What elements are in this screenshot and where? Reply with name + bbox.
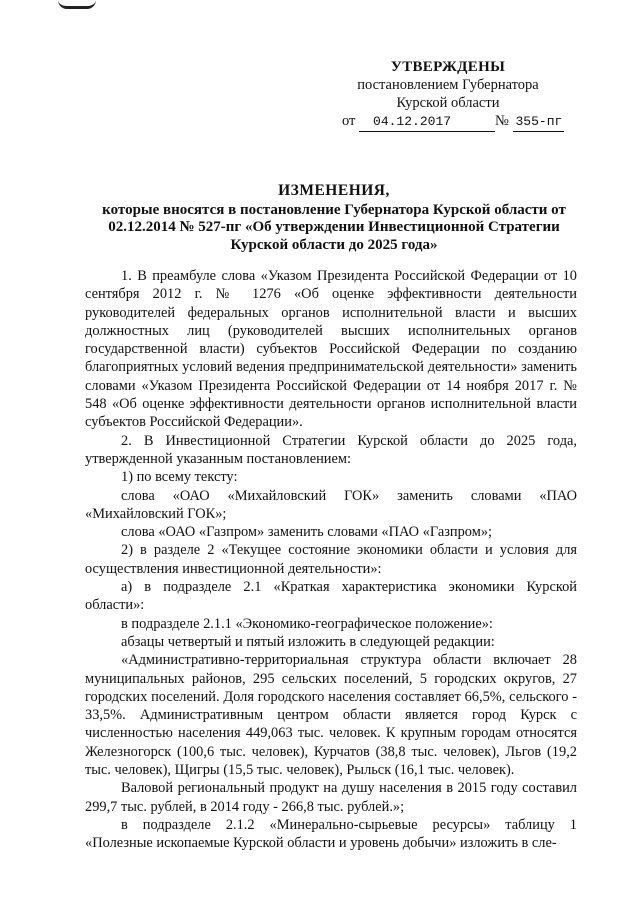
paragraph-10: «Административно-территориальная структура области включает 28 муниципальных районов, 295 сельских поселений, 5 городских округов, 27 городских поселений. Доля городского населения составляет 66,5%, сельского - 33,5%. Административным центром области является город Курск с численностью населения 449,063 тыс. человек. К крупным городам относятся Железногорск (100,6 тыс. человек), Курчатов (38,8 тыс. человек), Льгов (19,2 тыс. человек), Щигры (15,5 тыс. человек), Рыльск (16,1 тыс. человек). [85,652,577,779]
paragraph-2: 2. В Инвестиционной Стратегии Курской области до 2025 года, утвержденной указанным постановлением: [85,432,577,467]
paragraph-7: а) в подразделе 2.1 «Краткая характеристика экономики Курской области»: [85,579,577,614]
paragraph-11: Валовой региональный продукт на душу населения в 2015 году составил 299,7 тыс. рублей, в 2014 году - 266,8 тыс. рублей.»; [85,780,577,815]
approval-date-number-line [328,112,568,132]
paragraph-9: абзацы четвертый и пятый изложить в следующей редакции: [121,633,495,650]
title-line-3: Курской области до 2025 года» [230,236,438,253]
number-prefix: № [495,113,509,129]
approval-line-2: Курской области [396,95,500,111]
paragraph-8: в подразделе 2.1.1 «Экономико-географическое положение»: [121,615,493,632]
document-title [84,182,584,254]
paragraph-6: 2) в разделе 2 «Текущее состояние экономики области и условия для осуществления инвестиционной деятельности»: [85,542,577,577]
approval-line-1: постановлением Губернатора [357,77,539,93]
approval-number: 355-пг [513,113,564,132]
paragraph-12: в подразделе 2.1.2 «Минерально-сырьевые ресурсы» таблицу 1 «Полезные ископаемые Курской области и уровень добычи» изложить в сле- [85,816,577,852]
title-line-2: 02.12.2014 № 527-пг «Об утверждении Инвестиционной Стратегии [108,219,560,235]
title-main: ИЗМЕНЕНИЯ, [278,182,390,199]
paragraph-3: 1) по всему тексту: [121,469,238,486]
paragraph-5: слова «ОАО «Газпром» заменить словами «ПАО «Газпром»; [121,524,493,541]
paragraph-1: 1. В преамбуле слова «Указом Президента Российской Федерации от 10 сентября 2012 г. № 1276 «Об оценке эффективности деятельности руководителей федеральных органов исполнительной власти и высших должностных лиц (руководителей высших исполнительных органов государственной власти) субъектов Российской Федерации по созданию благоприятных условий ведения предпринимательской деятельности» заменить словами «Указом Президента Российской Федерации от 14 ноября 2017 г. № 548 «Об оценке эффективности деятельности органов исполнительной власти субъектов Российской Федерации». [85,268,577,431]
document-body [85,267,577,853]
paragraph-4: слова «ОАО «Михайловский ГОК» заменить словами «ПАО «Михайловский ГОК»; [85,487,577,522]
date-prefix: от [342,113,356,129]
title-line-1: которые вносятся в постановление Губернатора Курской области от [102,201,566,218]
approval-heading: УТВЕРЖДЕНЫ [390,59,506,75]
scan-artifact [58,0,96,9]
approval-date: 04.12.2017 [359,113,495,132]
approval-stamp [328,58,568,132]
